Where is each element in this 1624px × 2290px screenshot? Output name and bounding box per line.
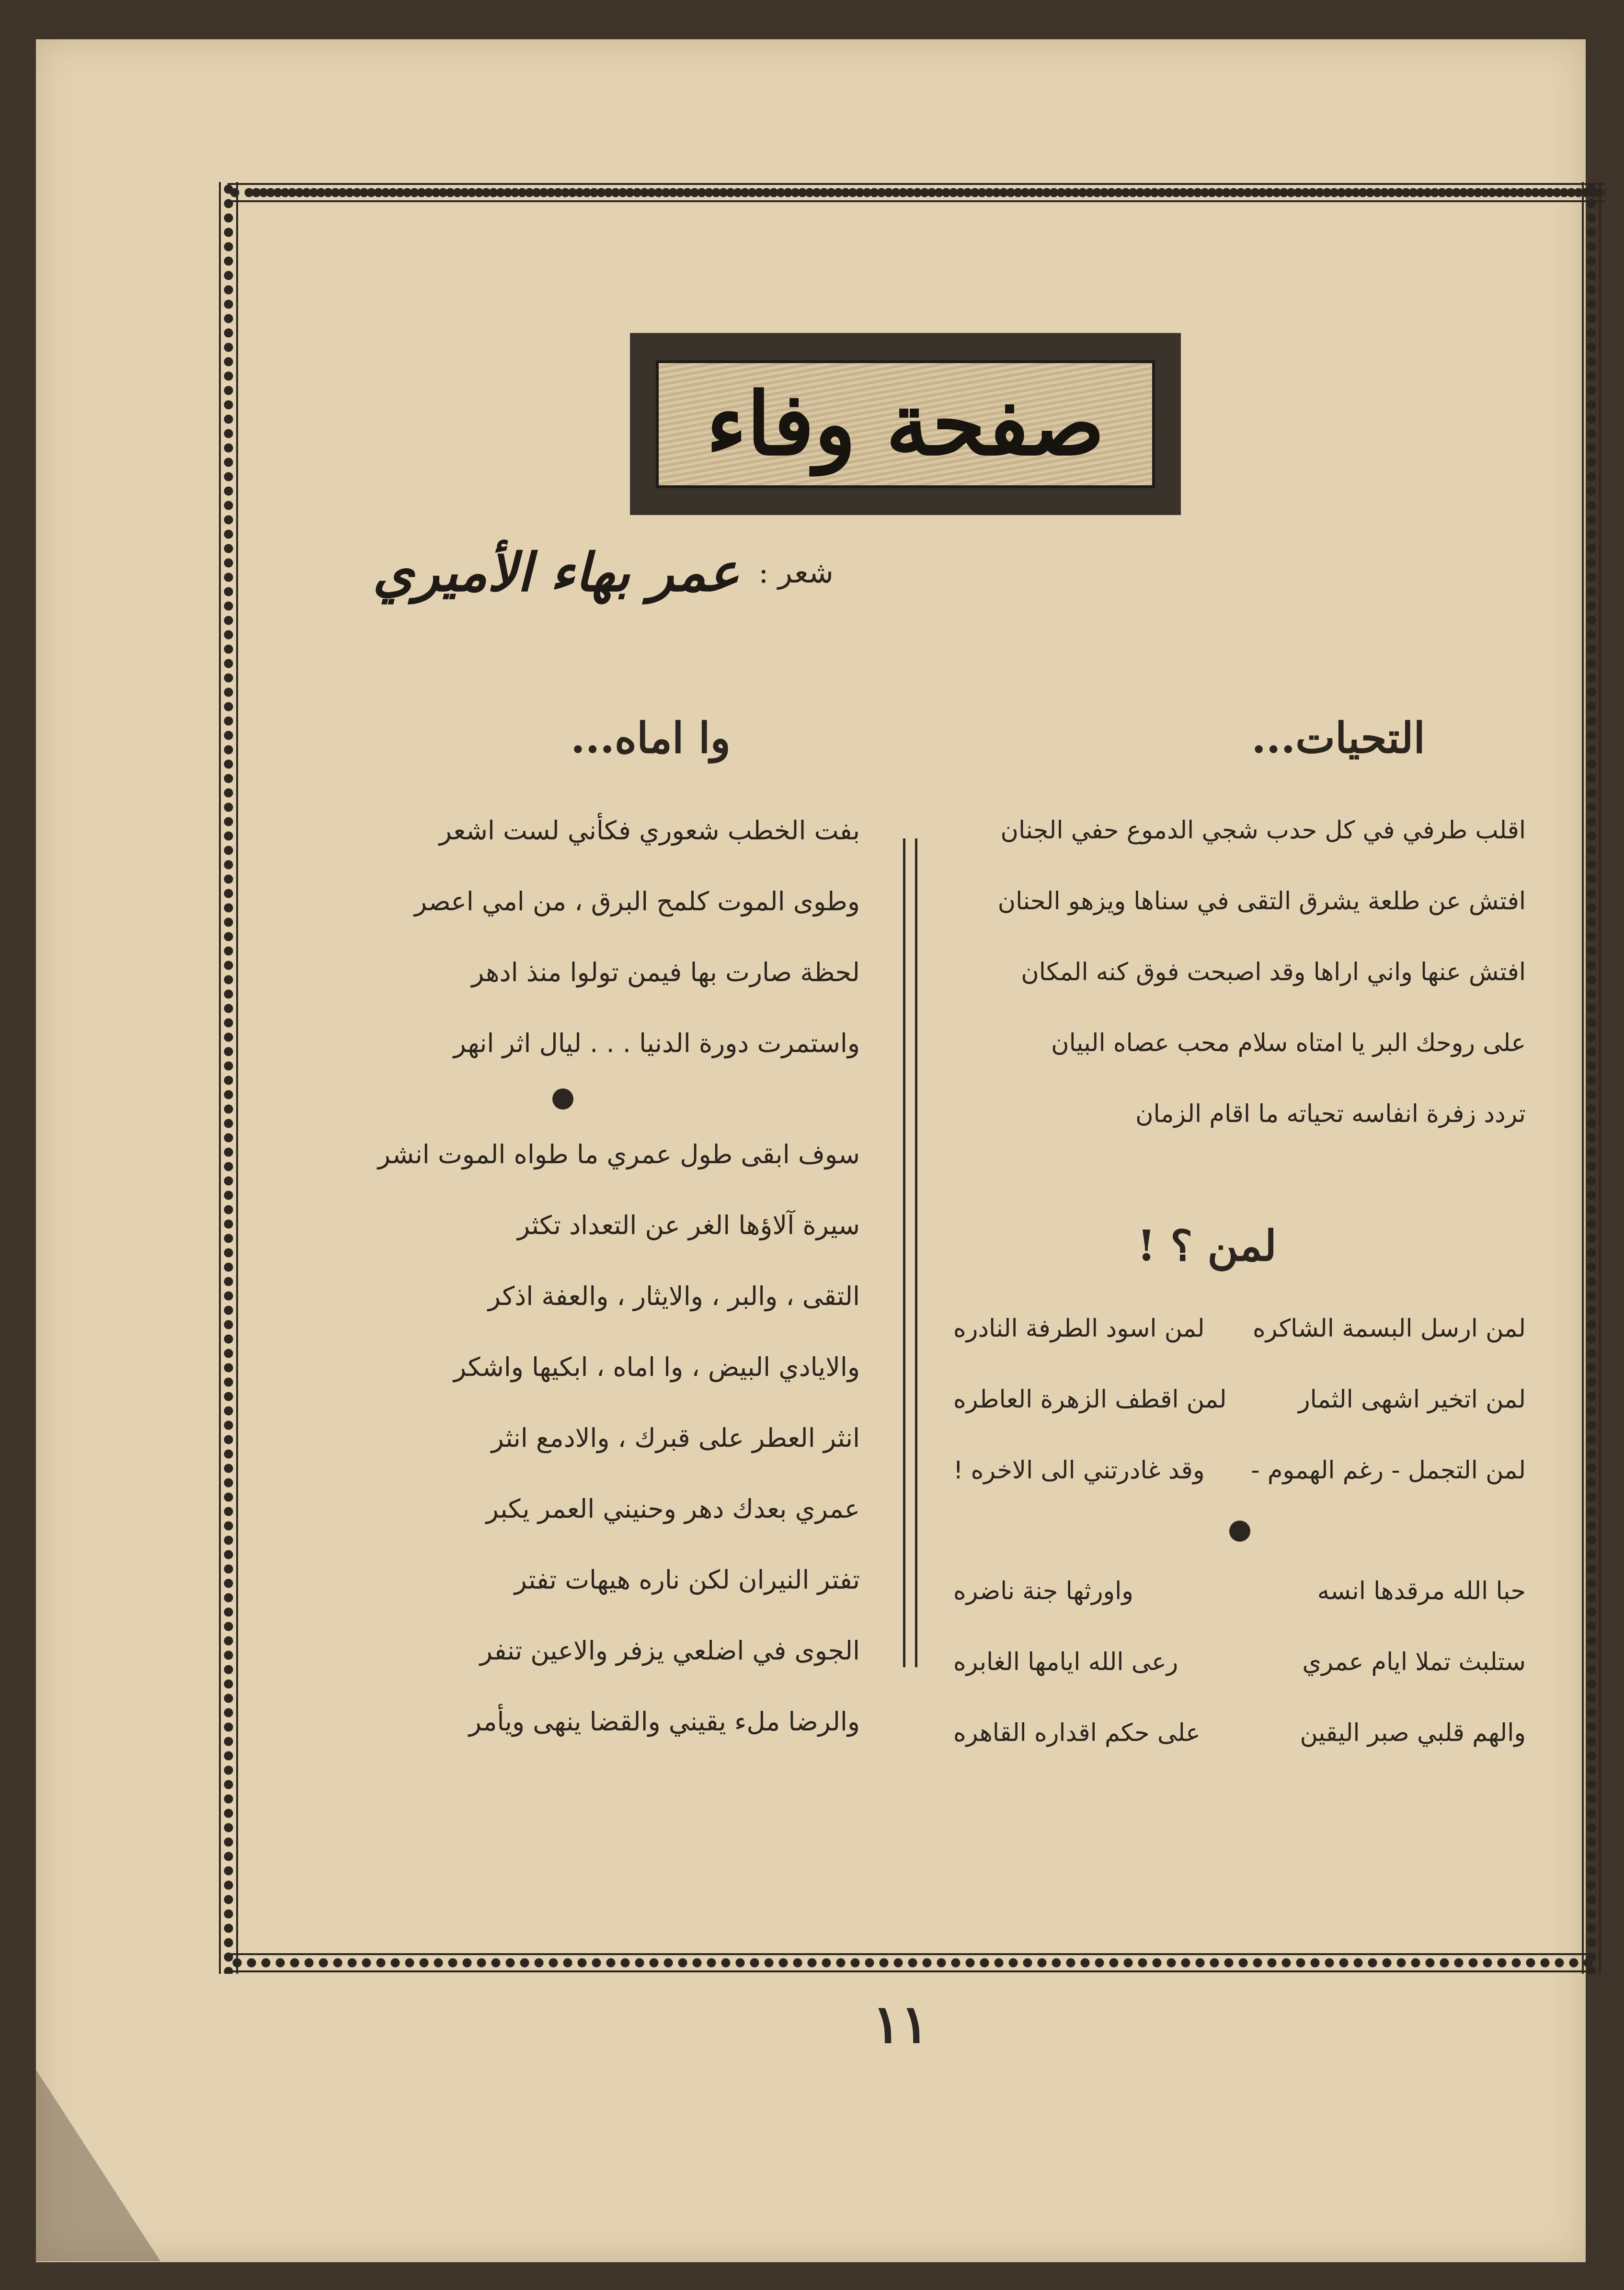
byline-author: عمر بهاء الأميري: [373, 541, 740, 603]
hemistich-first: لمن ارسل البسمة الشاكره: [1253, 1315, 1526, 1343]
hemistich-first: حبا الله مرقدها انسه: [1317, 1577, 1526, 1605]
verse-line: وطوى الموت كلمح البرق ، من امي اعصر: [414, 886, 860, 916]
right-column: [953, 709, 1526, 1769]
left-column: [266, 709, 860, 1757]
heading-wa-ummah: وا اماه...: [571, 713, 731, 763]
hemistich-second: لمن اسود الطرفة النادره: [953, 1315, 1205, 1343]
hemistich-first: لمن التجمل - رغم الهموم -: [1251, 1456, 1526, 1485]
verse-row: [953, 1627, 1526, 1698]
byline: [373, 541, 834, 603]
hemistich-second: وقد غادرتني الى الاخره !: [953, 1456, 1205, 1485]
hemistich-first: ستلبث تملا ايام عمري: [1302, 1648, 1526, 1676]
frame-left: [218, 182, 239, 1974]
frame-top: [249, 182, 1605, 203]
verse-line: على روحك البر يا امتاه سلام محب عصاه البيان: [1051, 1029, 1526, 1057]
verse-line: اقلب طرفي في كل حدب شجي الدموع حفي الجنان: [1000, 816, 1526, 845]
verse-line: افتش عن طلعة يشرق التقى في سناها ويزهو الحنان: [997, 887, 1526, 916]
verse-row: [953, 1294, 1526, 1364]
verse-row: [953, 1556, 1526, 1627]
verse-line: انثر العطر على قبرك ، والادمع انثر: [491, 1423, 860, 1453]
hemistich-second: لمن اقطف الزهرة العاطره: [953, 1385, 1227, 1414]
verse-line: التقى ، والبر ، والايثار ، والعفة اذكر: [488, 1281, 860, 1311]
verse-line: والايادي البيض ، وا اماه ، ابكيها واشكر: [453, 1352, 860, 1382]
heading-tahiyyat: التحيات...: [1251, 713, 1425, 763]
verse-line: بفت الخطب شعوري فكأني لست اشعر: [439, 815, 860, 846]
verse-line: لحظة صارت بها فيمن تولوا منذ ادهر: [471, 957, 860, 987]
stanza-separator-dot: [1229, 1521, 1250, 1542]
verse-line: والرضا ملء يقيني والقضا ينهى ويأمر: [469, 1706, 860, 1737]
verse-line: افتش عنها واني اراها وقد اصبحت فوق كنه المكان: [1021, 958, 1526, 986]
page-number: ١١: [872, 1993, 929, 2055]
hemistich-first: والهم قلبي صبر اليقين: [1300, 1719, 1526, 1747]
byline-label: شعر :: [758, 555, 834, 590]
verse-line: تفتر النيران لكن ناره هيهات تفتر: [514, 1565, 860, 1595]
torn-corner: [36, 2070, 160, 2261]
title-box: [630, 333, 1181, 515]
title-inner: [656, 360, 1155, 488]
verse-row: [953, 1364, 1526, 1435]
verse-line: سيرة آلاؤها الغر عن التعداد تكثر: [517, 1210, 860, 1240]
frame-right: [1581, 182, 1602, 1974]
verse-line: عمري بعدك دهر وحنيني العمر يكبر: [486, 1494, 860, 1524]
hemistich-first: لمن اتخير اشهى الثمار: [1298, 1385, 1526, 1414]
hemistich-second: رعى الله ايامها الغابره: [953, 1648, 1178, 1676]
verse-line: واستمرت دورة الدنيا . . . ليال اثر انهر: [453, 1028, 860, 1058]
column-divider: [903, 838, 917, 1667]
verse-row: [953, 1435, 1526, 1506]
stanza-separator-dot: [552, 1088, 573, 1110]
hemistich-second: على حكم اقداره القاهره: [953, 1719, 1201, 1747]
frame-bottom-true-border: [230, 1952, 1595, 1973]
verse-line: تردد زفرة انفاسه تحياته ما اقام الزمان: [1135, 1100, 1526, 1128]
verse-row: [953, 1698, 1526, 1769]
verse-line: الجوى في اضلعي يزفر والاعين تنفر: [480, 1636, 860, 1666]
hemistich-second: واورثها جنة ناضره: [953, 1577, 1133, 1605]
heading-liman: لمن ؟ !: [1137, 1221, 1277, 1271]
verse-line: سوف ابقى طول عمري ما طواه الموت انشر: [377, 1139, 860, 1169]
page-title: صفحة وفاء: [706, 373, 1105, 475]
